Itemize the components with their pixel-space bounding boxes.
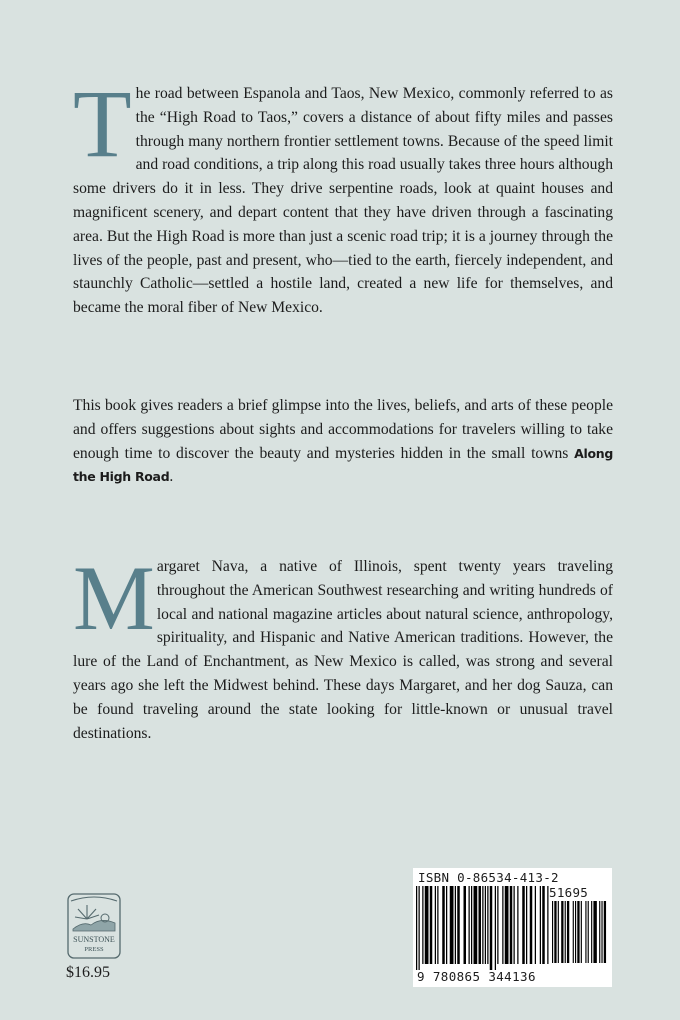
barcode-bar <box>530 886 533 964</box>
barcode-bar <box>588 901 589 963</box>
barcode-bar <box>487 886 488 964</box>
ean-number: 9 780865 344136 <box>417 969 536 984</box>
barcode-bar <box>575 901 576 963</box>
barcode-bar <box>514 886 515 964</box>
author-bio-paragraph <box>73 547 613 745</box>
barcode-bar <box>599 901 600 963</box>
barcode-bar <box>464 886 467 964</box>
barcode-bar <box>510 886 513 964</box>
barcode-bar <box>573 901 574 963</box>
barcode-bar <box>547 886 548 964</box>
barcode-bar <box>469 886 470 964</box>
sun-rays-icon <box>75 905 99 919</box>
barcode-bar <box>430 886 433 964</box>
barcode-bar <box>497 886 498 964</box>
price: $16.95 <box>66 964 110 981</box>
barcode-block <box>413 868 612 987</box>
barcode-bar <box>585 901 586 963</box>
barcode-bar <box>422 886 423 964</box>
book-title-inline: Along the High Road <box>73 445 613 485</box>
barcode-bar <box>552 901 553 963</box>
barcode-bar <box>495 886 496 970</box>
barcode-bar <box>490 886 493 970</box>
barcode-bar <box>474 886 478 964</box>
barcode-bar <box>540 886 541 964</box>
barcode-bar <box>558 901 559 963</box>
barcode-bar <box>593 901 596 963</box>
barcode-bar <box>517 886 518 964</box>
summary-text: This book gives readers a brief glimpse into the lives, beliefs, and arts of these people and offers suggestions about sights and accommodations for travelers willing to take enough time to discover the beauty and mysteries hidden in the small towns <box>73 397 613 462</box>
drop-cap-m: M <box>73 547 155 649</box>
supplement-barcode <box>552 901 608 967</box>
description-paragraph <box>73 70 613 320</box>
barcode-bar <box>457 886 460 964</box>
barcode-bar <box>416 886 417 970</box>
barcode-bar <box>577 901 579 963</box>
barcode-bar <box>604 901 606 963</box>
barcode-bar <box>485 886 486 964</box>
barcode-bar <box>455 886 456 964</box>
sunstone-press-logo <box>67 893 121 959</box>
barcode-bar <box>502 886 503 964</box>
barcode-bar <box>581 901 582 963</box>
barcode-bar <box>479 886 482 964</box>
barcode-bar <box>535 886 536 964</box>
barcode-bar <box>526 886 527 964</box>
barcode-bar <box>591 901 592 963</box>
drop-cap-t: T <box>73 70 132 177</box>
barcode-bar <box>446 886 447 964</box>
publisher-name-line1: SUNSTONE <box>73 935 115 944</box>
author-bio-text: argaret Nava, a native of Illinois, spent twenty years traveling throughout the American Southwest researching and writing hundreds of local and national magazine articles about natural science, anthropology, spirituality, and Hispanic and Native American traditions. However, the lure of the Land of Enchantment, as New Mexico is called, was strong and several years ago she left the Midwest behind. These days Margaret, and her dog Sauza, can be found traveling around the state looking for little-known or unusual travel destinations. <box>73 558 613 742</box>
barcode-bar <box>450 886 454 964</box>
barcode-bar <box>561 901 563 963</box>
barcode-bar <box>419 886 420 970</box>
barcode-bar <box>522 886 525 964</box>
barcode-bar <box>601 901 602 963</box>
barcode-bar <box>437 886 438 964</box>
barcode-bar <box>425 886 429 964</box>
summary-paragraph <box>73 394 613 489</box>
barcode-bar <box>482 886 483 964</box>
price-code-number: 51695 <box>549 885 589 900</box>
summary-end: . <box>169 468 174 486</box>
barcode-bar <box>505 886 509 964</box>
isbn-number: ISBN 0-86534-413-2 <box>418 870 559 885</box>
barcode-bar <box>471 886 472 964</box>
barcode-bar <box>542 886 545 964</box>
ean-barcode <box>416 886 550 970</box>
barcode-bar <box>565 901 566 963</box>
barcode-bar <box>442 886 445 964</box>
barcode-bar <box>554 901 556 963</box>
publisher-name-line2: PRESS <box>84 946 104 953</box>
barcode-bar <box>567 901 569 963</box>
description-text: he road between Espanola and Taos, New Mexico, commonly referred to as the “High Road to Taos,” covers a distance of about fifty miles and passes through many northern frontier settlement towns. Because of the speed limit and road conditions, a trip along this road usually takes three hours although some drivers do it in less. They drive serpentine roads, look at quaint houses and magnificent scenery, and depart content that they have driven through a fascinating area. But the High Road is more than just a scenic road trip; it is a journey through the lives of the people, past and present, who—tied to the earth, fiercely independent, and staunchly Catholic—settled a hostile land, created a new life for themselves, and became the moral fiber of New Mexico. <box>73 85 613 317</box>
barcode-bar <box>435 886 436 964</box>
